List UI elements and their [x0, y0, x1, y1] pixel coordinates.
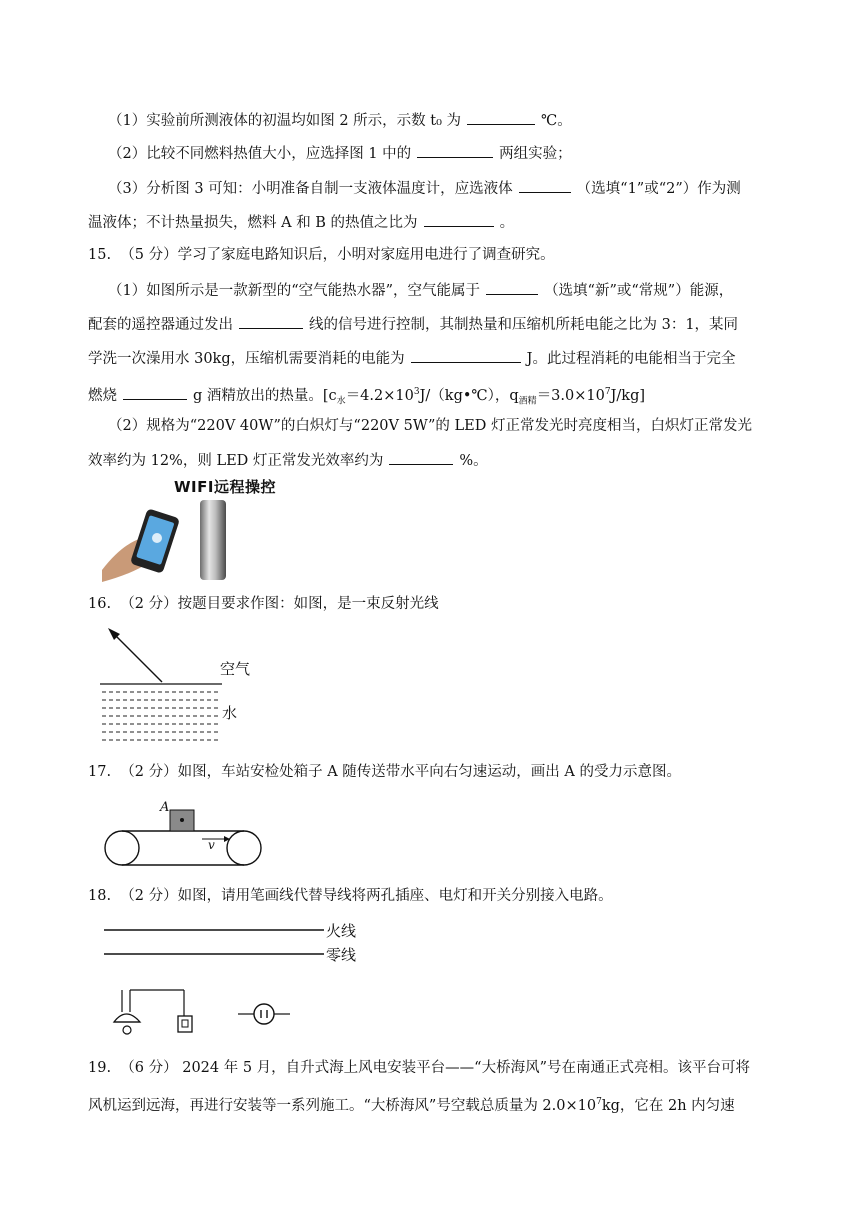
water-label: 水: [222, 704, 238, 722]
question-number: 15.: [88, 247, 112, 263]
q15-p1-f: J。此过程消耗的电能相当于完全: [526, 351, 736, 367]
q15-p1-tail: （选填“新”或“常规”）能源，: [544, 283, 734, 299]
q14-part2: [108, 143, 572, 164]
q14-part3-cont: [88, 212, 514, 233]
q14-p3-tail: （选填“1”或“2”）作为测: [576, 181, 741, 197]
superscript: 3: [413, 387, 420, 397]
switch-icon: [178, 1016, 192, 1032]
live-wire-label: 火线: [326, 922, 357, 940]
question-stem: （5 分）学习了家庭电路知识后，小明对家庭用电进行了调查研究。: [120, 247, 555, 263]
q15-p1-h: g 酒精放出的热量。[c: [193, 387, 337, 404]
q14-p3-cont-text: 温液体；不计热量损失，燃料 A 和 B 的热值之比为: [88, 215, 418, 231]
q15-p1-k: ＝3.0×10: [536, 387, 605, 404]
reflection-diagram: [100, 624, 260, 750]
answer-blank[interactable]: [486, 280, 538, 295]
answer-blank[interactable]: [519, 178, 571, 193]
question-stem: （2 分）按题目要求作图：如图，是一束反射光线: [120, 596, 439, 612]
answer-blank[interactable]: [389, 450, 453, 465]
question-stem: （2 分）如图，车站安检处箱子 A 随传送带水平向右匀速运动，画出 A 的受力示意图。: [120, 764, 681, 780]
lamp-icon: [114, 1014, 140, 1022]
q15-p1-j: J/（kg•℃），q: [419, 387, 519, 404]
q15-part1-line3: [88, 348, 735, 369]
q19-stem-b: 风机运到远海，再进行安装等一系列施工。“大桥海风”号空载总质量为 2.0×10: [88, 1097, 597, 1114]
q16-stem: [88, 594, 439, 614]
answer-blank[interactable]: [411, 348, 521, 363]
question-number: 19.: [88, 1060, 112, 1076]
question-stem: （6 分） 2024 年 5 月，自升式海上风电安装平台——“大桥海风”号在南通正式亮相。该平台可将: [120, 1060, 751, 1076]
center-dot: [180, 818, 184, 822]
socket-icon: [254, 1004, 274, 1024]
circuit-figure: [100, 918, 362, 1042]
q15-part2-line2: [88, 450, 488, 471]
q14-p3-text: （3）分析图 3 可知：小明准备自制一支液体温度计，应选液体: [108, 181, 513, 197]
q15-stem: [88, 245, 555, 265]
circuit-diagram: [100, 918, 362, 1042]
q15-part1-line4: [88, 382, 645, 412]
conveyor-figure: [102, 798, 264, 870]
conveyor-diagram: [102, 798, 264, 870]
q14-p2-text: （2）比较不同燃料热值大小，应选择图 1 中的: [108, 146, 412, 162]
q15-part1-line2: [88, 314, 738, 335]
wifi-label: WIFI远程操控: [174, 478, 276, 496]
q15-p1-g: 燃烧: [88, 387, 117, 404]
q14-part3: [108, 178, 741, 199]
q15-p1-c: 配套的遥控器通过发出: [88, 317, 233, 333]
neutral-wire-label: 零线: [326, 946, 357, 964]
question-number: 17.: [88, 764, 112, 780]
left-roller: [105, 831, 139, 865]
label-a: A: [160, 800, 170, 815]
answer-blank[interactable]: [424, 212, 494, 227]
q15-p2-c: %。: [459, 453, 488, 469]
question-stem: （2 分）如图，请用笔画线代替导线将两孔插座、电灯和开关分别接入电路。: [120, 888, 613, 904]
q14-part1: [108, 110, 572, 131]
q18-stem: [88, 886, 613, 906]
q14-p1-text: （1）实验前所测液体的初温均如图 2 所示，示数 t₀ 为: [108, 113, 462, 129]
q17-stem: [88, 762, 681, 782]
superscript: 7: [596, 1097, 602, 1107]
air-label: 空气: [220, 660, 251, 678]
q15-p2-b: 效率约为 12%，则 LED 灯正常发光效率约为: [88, 453, 384, 469]
question-number: 18.: [88, 888, 112, 904]
q19-stem-c: kg，它在 2h 内匀速: [601, 1097, 735, 1114]
q15-p2-a: （2）规格为“220V 40W”的白炽灯与“220V 5W”的 LED 灯正常发光时亮度相当，白炽灯正常发光: [108, 418, 752, 434]
q15-part2: [108, 416, 752, 436]
question-number: 16.: [88, 596, 112, 612]
q14-p2-tail: 两组实验；: [499, 146, 572, 162]
q15-p1-i: ＝4.2×10: [345, 387, 414, 404]
q19-stem-line2: [88, 1092, 735, 1116]
reflection-figure: [100, 624, 260, 750]
heat-pump-illustration: [102, 474, 278, 584]
heat-pump-figure: [102, 474, 278, 584]
q14-p1-unit: ℃。: [541, 113, 572, 129]
q15-p1-d: 线的信号进行控制，其制热量和压缩机所耗电能之比为 3：1，某同: [309, 317, 739, 333]
answer-blank[interactable]: [467, 110, 535, 125]
q19-stem: [88, 1058, 750, 1078]
subscript-water: 水: [336, 396, 346, 407]
right-roller: [227, 831, 261, 865]
answer-blank[interactable]: [123, 385, 187, 400]
answer-blank[interactable]: [239, 314, 303, 329]
q15-p1-l: J/kg]: [610, 387, 646, 404]
answer-blank[interactable]: [417, 143, 493, 158]
q15-p1-e: 学洗一次澡用水 30kg，压缩机需要消耗的电能为: [88, 351, 405, 367]
q15-part1: [108, 280, 733, 301]
q15-p1-text: （1）如图所示是一款新型的“空气能热水器”，空气能属于: [108, 283, 481, 299]
superscript: 7: [604, 387, 611, 397]
label-v: v: [208, 838, 215, 852]
q14-p3-end: 。: [499, 215, 515, 231]
reflected-ray: [110, 630, 162, 682]
subscript-alcohol: 酒精: [518, 396, 537, 407]
